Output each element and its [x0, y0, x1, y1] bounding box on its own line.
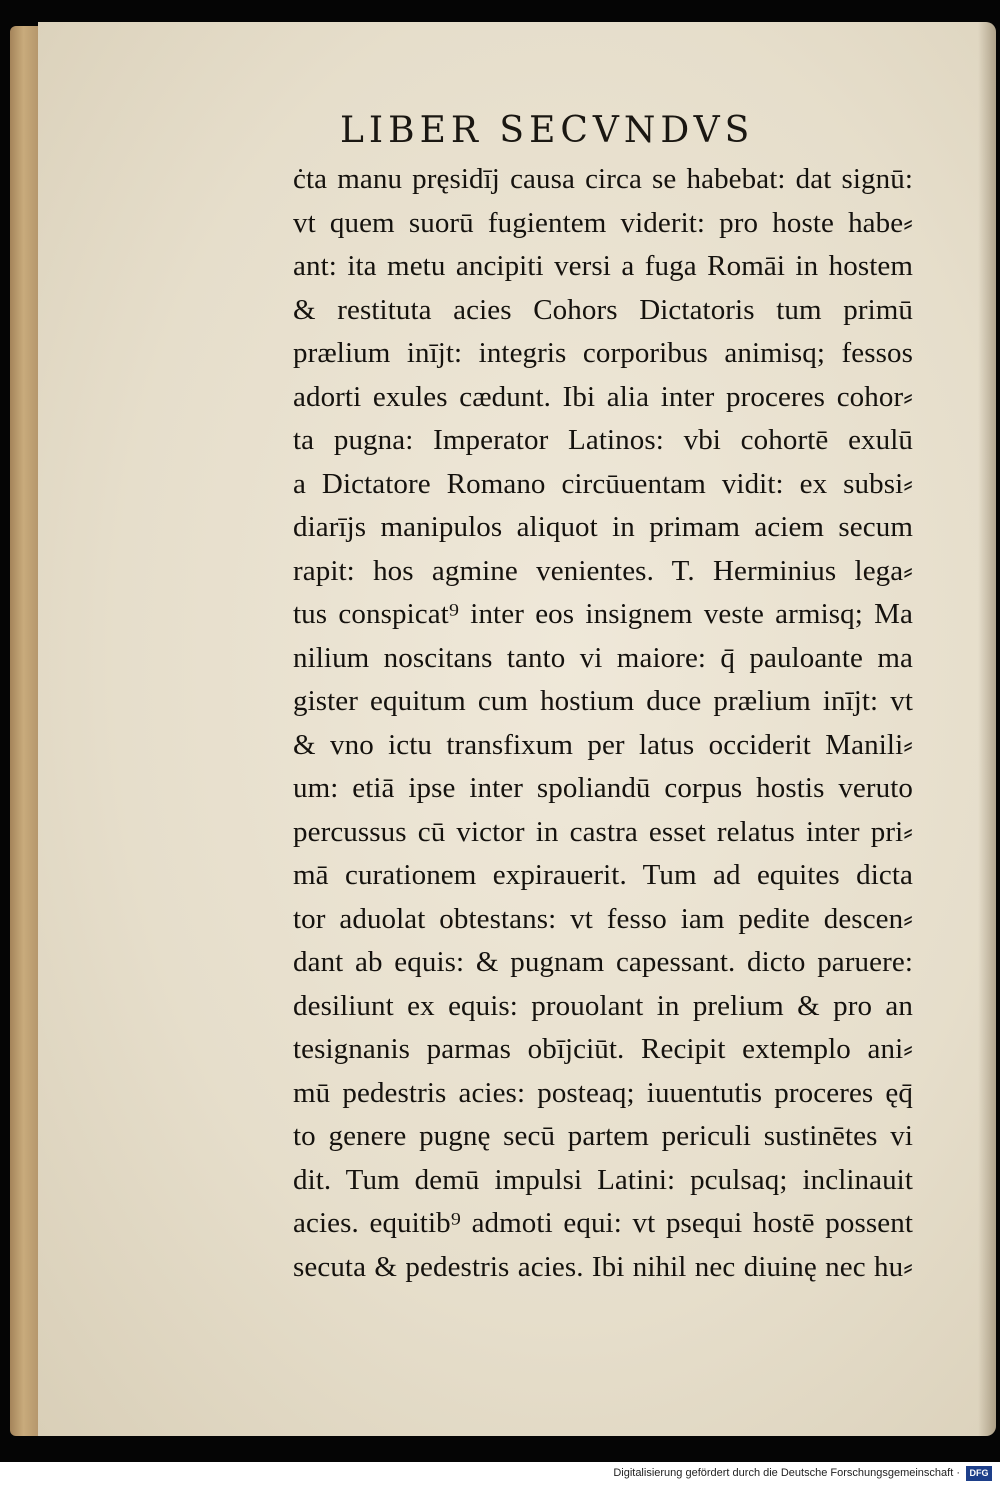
text-line: tor aduolat obtestans: vt fesso iam pedite descen⸗	[293, 902, 913, 935]
text-line: mū pedestris acies: posteaq; iuuentutis proceres ęq̄	[293, 1076, 913, 1109]
text-block	[293, 158, 913, 1289]
text-line: mā curationem expirauerit. Tum ad equites dicta	[293, 859, 913, 891]
footer-bar	[0, 1462, 1000, 1486]
text-line: ant: ita metu ancipiti versi a fuga Romāi in hostem	[293, 250, 913, 282]
text-line: percussus cū victor in castra esset relatus inter pri⸗	[293, 815, 913, 848]
dfg-logo: DFG	[966, 1466, 992, 1481]
text-line: desiliunt ex equis: prouolant in prelium & pro an	[293, 989, 913, 1022]
book-edge	[10, 26, 40, 1436]
text-line: prælium inījt: integris corporibus animisq; fessos	[293, 337, 913, 369]
text-line: secuta & pedestris acies. Ibi nihil nec diuinę nec hu⸗	[293, 1250, 913, 1283]
text-line: diarījs manipulos aliquot in primam aciem secum	[293, 511, 913, 543]
text-line: & vno ictu transfixum per latus occiderit Manili⸗	[293, 728, 913, 761]
text-line: vt quem suorū fugientem viderit: pro hoste habe⸗	[293, 206, 913, 239]
book-page	[38, 22, 996, 1436]
text-line: tus conspicat⁹ inter eos insignem veste armisq; Ma	[293, 598, 913, 630]
text-line: to genere pugnę secū partem periculi sustinētes vi	[293, 1120, 913, 1152]
running-head: LIBER SECVNDVS	[340, 110, 755, 151]
text-line: & restituta acies Cohors Dictatoris tum primū	[293, 293, 913, 326]
text-line: gister equitum cum hostium duce prælium inījt: vt	[293, 685, 913, 717]
text-line: um: etiā ipse inter spoliandū corpus hostis veruto	[293, 772, 913, 804]
digitization-credit: Digitalisierung gefördert durch die Deutsche Forschungsgemeinschaft ·	[613, 1467, 960, 1479]
text-line: rapit: hos agmine venientes. T. Herminius lega⸗	[293, 554, 913, 587]
text-line: ċta manu pręsidīj causa circa se habebat: dat signū:	[293, 163, 913, 195]
text-line: nilium noscitans tanto vi maiore: q̄ pauloante ma	[293, 641, 913, 674]
text-line: dant ab equis: & pugnam capessant. dicto paruere:	[293, 946, 913, 978]
text-line: ta pugna: Imperator Latinos: vbi cohortē exulū	[293, 424, 913, 456]
text-line: acies. equitib⁹ admoti equi: vt psequi hostē possent	[293, 1207, 913, 1239]
text-line: a Dictatore Romano circūuentam vidit: ex subsi⸗	[293, 467, 913, 500]
text-line: adorti exules cædunt. Ibi alia inter proceres cohor⸗	[293, 380, 913, 413]
text-line: tesignanis parmas obījciūt. Recipit extemplo ani⸗	[293, 1033, 913, 1065]
text-line: dit. Tum demū impulsi Latini: pculsaq; inclinauit	[293, 1163, 913, 1196]
